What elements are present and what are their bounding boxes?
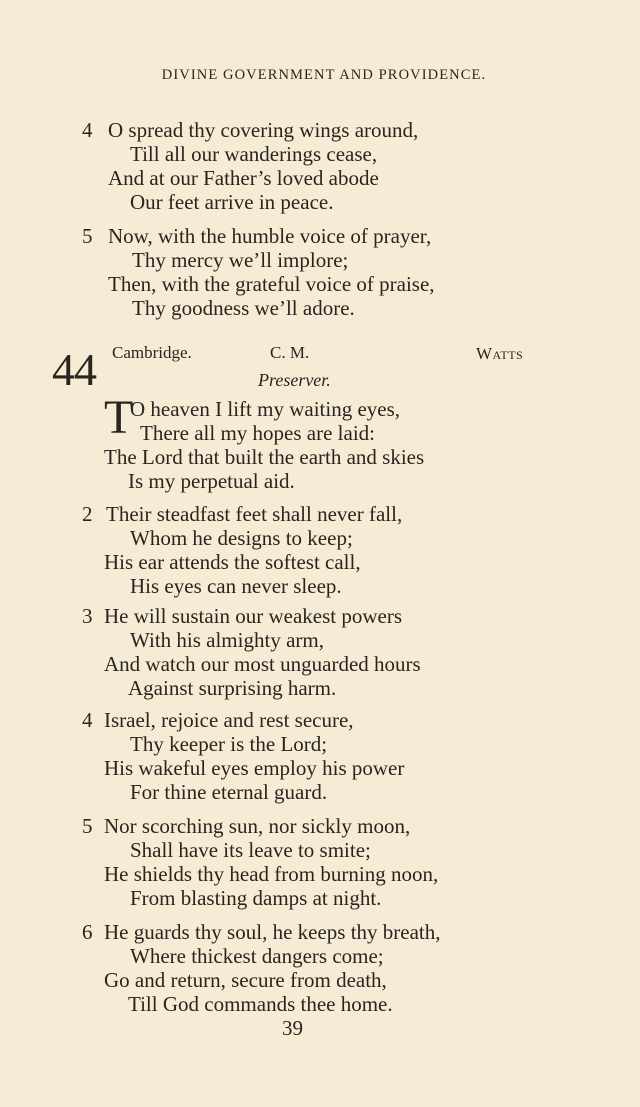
verse-line: There all my hopes are laid: xyxy=(140,421,375,445)
verse-line: Whom he designs to keep; xyxy=(130,526,353,550)
verse-line: Thy mercy we’ll implore; xyxy=(132,248,349,272)
verse-line: Till God commands thee home. xyxy=(128,992,393,1016)
stanza-number: 2 xyxy=(82,502,93,526)
verse-line: Go and return, secure from death, xyxy=(104,968,387,992)
running-head: DIVINE GOVERNMENT AND PROVIDENCE. xyxy=(161,67,487,83)
verse-line: Against surprising harm. xyxy=(128,676,337,700)
hymn-subject: Preserver. xyxy=(258,370,331,390)
verse-line: He will sustain our weakest powers xyxy=(104,604,403,628)
verse-line: The Lord that built the earth and skies xyxy=(104,445,425,469)
stanza-number: 3 xyxy=(82,604,93,628)
verse-line: From blasting damps at night. xyxy=(130,886,382,910)
drop-cap: T xyxy=(104,391,134,444)
verse-line: O spread thy covering wings around, xyxy=(108,118,419,142)
verse-line: Their steadfast feet shall never fall, xyxy=(106,502,403,526)
stanza-number: 4 xyxy=(82,708,93,732)
stanza-number: 5 xyxy=(82,224,93,248)
verse-line: For thine eternal guard. xyxy=(130,780,328,804)
stanza-number: 6 xyxy=(82,920,93,944)
author: Watts xyxy=(476,344,524,363)
meter: C. M. xyxy=(270,343,310,362)
verse-line: O heaven I lift my waiting eyes, xyxy=(130,397,401,421)
tune-name: Cambridge. xyxy=(112,343,192,362)
stanza-number: 4 xyxy=(82,118,93,142)
stanza-number: 5 xyxy=(82,814,93,838)
verse-line: Thy goodness we’ll adore. xyxy=(132,296,355,320)
page-number: 39 xyxy=(282,1016,303,1040)
verse-line: Where thickest dangers come; xyxy=(130,944,384,968)
verse-line: His wakeful eyes employ his power xyxy=(104,756,405,780)
verse-line: He guards thy soul, he keeps thy breath, xyxy=(104,920,441,944)
verse-line: His ear attends the softest call, xyxy=(104,550,361,574)
hymn-number: 44 xyxy=(52,344,96,395)
verse-line: Israel, rejoice and rest secure, xyxy=(104,708,354,732)
verse-line: And watch our most unguarded hours xyxy=(104,652,421,676)
verse-line: And at our Father’s loved abode xyxy=(108,166,379,190)
verse-line: Till all our wanderings cease, xyxy=(130,142,378,166)
verse-line: Nor scorching sun, nor sickly moon, xyxy=(104,814,411,838)
verse-line: Now, with the humble voice of prayer, xyxy=(108,224,432,248)
verse-line: With his almighty arm, xyxy=(130,628,324,652)
verse-line: His eyes can never sleep. xyxy=(130,574,342,598)
verse-line: Thy keeper is the Lord; xyxy=(130,732,328,756)
verse-line: Our feet arrive in peace. xyxy=(130,190,334,214)
verse-line: He shields thy head from burning noon, xyxy=(104,862,439,886)
verse-line: Shall have its leave to smite; xyxy=(130,838,371,862)
verse-line: Then, with the grateful voice of praise, xyxy=(108,272,435,296)
verse-line: Is my perpetual aid. xyxy=(128,469,295,493)
